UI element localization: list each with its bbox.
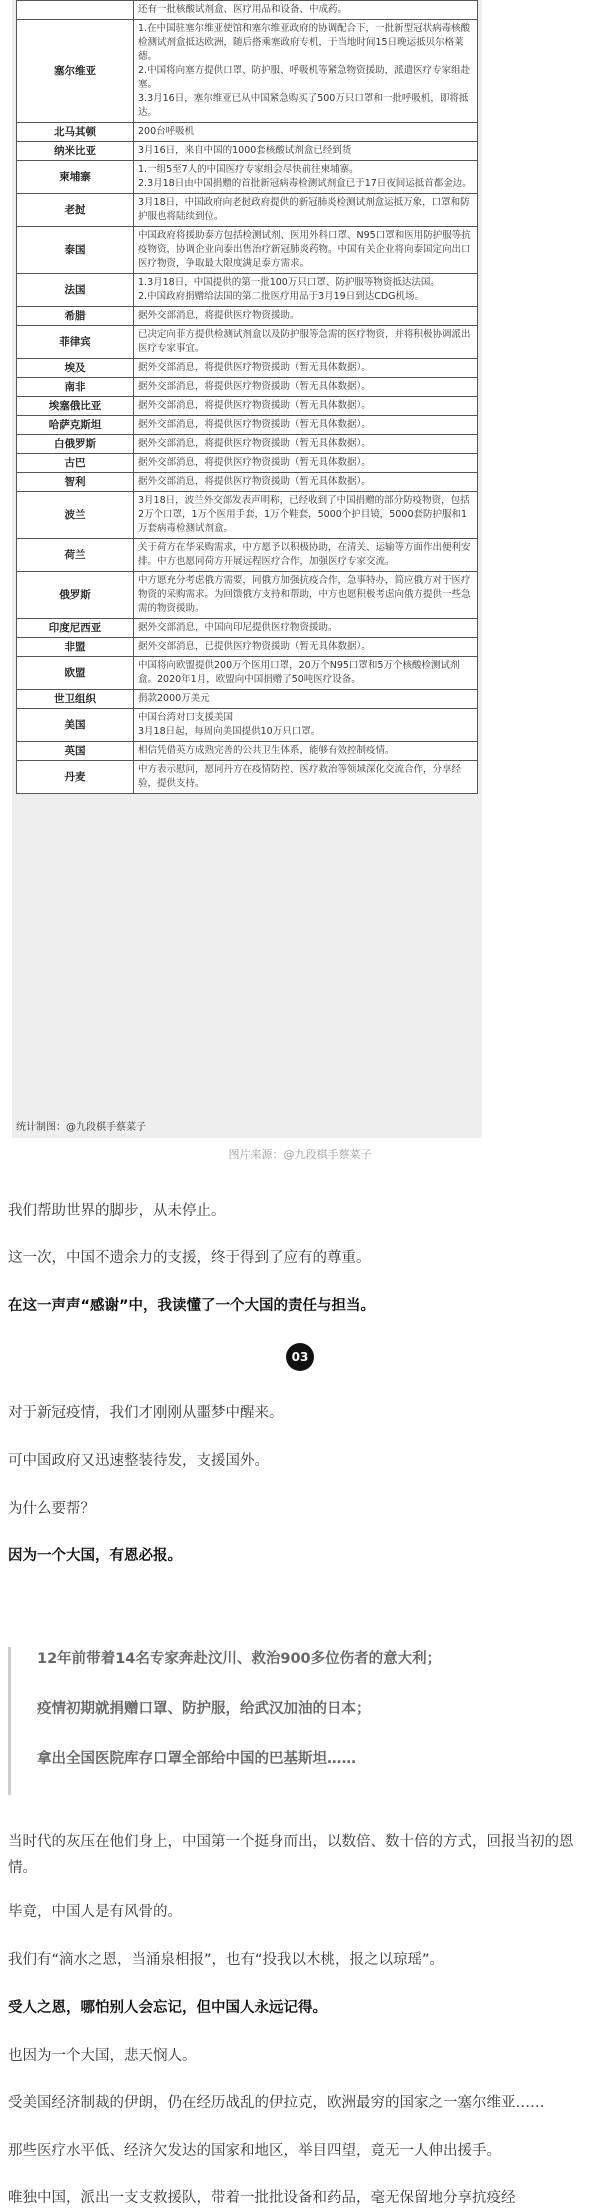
aid-detail-line: 据外交部消息，将提供医疗物资援助。 [138, 310, 300, 321]
aid-detail-line: 据外交部消息，已提供医疗物资援助（暂无具体数据）。 [138, 641, 371, 652]
paragraph: 我们有“滴水之恩，当涌泉相报”，也有“投我以木桃，报之以琼瑶”。 [8, 1952, 445, 1968]
image-caption: 图片来源：@九段棋手蔡菜子 [228, 1148, 372, 1161]
aid-detail-cell [134, 142, 478, 161]
country-cell: 希腊 [17, 307, 134, 326]
aid-detail-line: 关于荷方在华采购需求，中方愿予以积极协助，在清关、运输等方面作出便利安排。中方也愿同荷方开展远程医疗合作，加强医疗专家交流。 [138, 542, 471, 567]
table-row [17, 397, 478, 416]
table-credit: 统计制图：@九段棋手蔡菜子 [16, 1122, 146, 1133]
table-row [17, 123, 478, 142]
quote-line: 疫情初期就捐赠口罩、防护服，给武汉加油的日本； [37, 1701, 371, 1717]
aid-table [16, 0, 478, 794]
aid-detail-line: 据外交部消息，将提供医疗物资援助（暂无具体数据）。 [138, 438, 371, 449]
aid-detail-line: 3月18日，波兰外交部发表声明称，已经收到了中国捐赠的部分防疫物资，包括2万个口罩，1万个医用手套，1万个鞋套，5000个护目镜，5000套防护服和1万套病毒检测试剂盒。 [138, 495, 470, 534]
aid-detail-line: 中国将向欧盟提供200万个医用口罩，20万个N95口罩和5万个核酸检测试剂盒。2020年1月，欧盟向中国捐赠了50吨医疗设备。 [138, 660, 460, 685]
country-cell: 埃塞俄比亚 [17, 397, 134, 416]
aid-detail-line: 据外交部消息，将提供医疗物资援助（暂无具体数据）。 [138, 381, 371, 392]
aid-detail-cell [134, 416, 478, 435]
aid-detail-line: 1.在中国驻塞尔维亚使馆和塞尔维亚政府的协调配合下，一批新型冠状病毒核酸检测试剂盒抵达欧洲，随后搭乘塞政府专机，于当地时间15日晚运抵贝尔格莱德。 [138, 23, 471, 62]
blockquote [8, 1647, 595, 1795]
paragraph: 可中国政府又迅速整装待发，支援国外。 [8, 1453, 269, 1469]
table-row [17, 690, 478, 709]
country-cell: 北马其顿 [17, 123, 134, 142]
country-cell: 白俄罗斯 [17, 435, 134, 454]
aid-detail-line: 中方愿充分考虑俄方需要，同俄方加强抗疫合作，急事特办，简应俄方对于医疗物资的采购需求。为回馈俄方支持和帮助，中方也愿积极考虑向俄方提供一些急需的物资援助。 [138, 575, 471, 614]
country-cell: 塞尔维亚 [17, 20, 134, 123]
aid-detail-line: 3月18日，中国政府向老挝政府提供的新冠肺炎检测试剂盒运抵万象，口罩和防护服也将陆续到位。 [138, 197, 470, 222]
aid-detail-line: 2.中国将向塞方提供口罩、防护服、呼吸机等紧急物资援助，派遣医疗专家组赴塞。 [138, 65, 471, 90]
country-cell: 俄罗斯 [17, 572, 134, 619]
aid-detail-cell [134, 492, 478, 539]
aid-detail-line: 据外交部消息，将提供医疗物资援助（暂无具体数据）。 [138, 476, 371, 487]
country-cell [17, 1, 134, 20]
aid-detail-cell [134, 709, 478, 742]
table-row [17, 539, 478, 572]
country-cell: 英国 [17, 742, 134, 761]
aid-detail-cell [134, 227, 478, 274]
paragraph: 唯独中国，派出一支支救援队，带着一批批设备和药品，毫无保留地分享抗疫经 [8, 2190, 516, 2206]
country-cell: 欧盟 [17, 657, 134, 690]
aid-detail-line: 2.中国政府捐赠给法国的第二批医疗用品于3月19日到达CDG机场。 [138, 291, 425, 302]
aid-detail-cell [134, 274, 478, 307]
country-cell: 泰国 [17, 227, 134, 274]
table-row [17, 473, 478, 492]
table-row [17, 435, 478, 454]
section-number-badge: 03 [286, 1343, 314, 1371]
table-row [17, 416, 478, 435]
aid-detail-line: 3.3月16日，塞尔维亚已从中国紧急购买了500万只口罩和一批呼吸机，即将抵达。 [138, 93, 469, 118]
aid-detail-cell [134, 1, 478, 20]
table-row [17, 307, 478, 326]
paragraph: 毕竟，中国人是有风骨的。 [8, 1904, 182, 1920]
table-row [17, 227, 478, 274]
paragraph: 对于新冠疫情，我们才刚刚从噩梦中醒来。 [8, 1405, 284, 1421]
country-cell: 老挝 [17, 194, 134, 227]
paragraph: 为什么要帮？ [8, 1501, 95, 1517]
table-row [17, 326, 478, 359]
aid-detail-cell [134, 397, 478, 416]
aid-detail-line: 还有一批核酸试剂盒、医疗用品和设备、中成药。 [138, 4, 348, 15]
aid-detail-line: 1.3月18日，中国提供的第一批100万只口罩、防护服等物资抵达法国。 [138, 277, 440, 288]
table-row [17, 709, 478, 742]
aid-detail-cell [134, 435, 478, 454]
table-row [17, 142, 478, 161]
table-row [17, 194, 478, 227]
aid-detail-cell [134, 690, 478, 709]
table-row [17, 274, 478, 307]
aid-detail-cell [134, 307, 478, 326]
country-cell: 荷兰 [17, 539, 134, 572]
quote-line: 拿出全国医院库存口罩全部给中国的巴基斯坦…… [37, 1751, 356, 1767]
paragraph: 我们帮助世界的脚步，从未停止。 [8, 1203, 226, 1219]
country-cell: 印度尼西亚 [17, 619, 134, 638]
aid-detail-line: 中方表示慰问，愿同丹方在疫情防控、医疗救治等领域深化交流合作，分享经验，提供支持。 [138, 764, 462, 789]
paragraph: 当时代的灰压在他们身上，中国第一个挺身而出，以数倍、数十倍的方式，回报当初的恩情。 [8, 1834, 574, 1876]
table-row [17, 161, 478, 194]
country-cell: 哈萨克斯坦 [17, 416, 134, 435]
table-row [17, 619, 478, 638]
aid-detail-cell [134, 657, 478, 690]
country-cell: 古巴 [17, 454, 134, 473]
bold-paragraph: 在这一声声“感谢”中，我读懂了一个大国的责任与担当。 [8, 1298, 376, 1314]
table-row [17, 657, 478, 690]
country-cell: 美国 [17, 709, 134, 742]
aid-detail-line: 3月18日起，每周向美国提供10万只口罩。 [138, 726, 321, 737]
aid-detail-cell [134, 473, 478, 492]
country-cell: 非盟 [17, 638, 134, 657]
table-row [17, 1, 478, 20]
bold-paragraph: 因为一个大国，有恩必报。 [8, 1548, 182, 1564]
country-cell: 纳米比亚 [17, 142, 134, 161]
country-cell: 柬埔寨 [17, 161, 134, 194]
country-cell: 菲律宾 [17, 326, 134, 359]
aid-detail-line: 据外交部消息，中国向印尼提供医疗物资援助。 [138, 622, 338, 633]
table-row [17, 378, 478, 397]
aid-detail-line: 2.3月18日由中国捐赠的首批新冠病毒检测试剂盒已于17日夜间运抵首都金边。 [138, 178, 472, 189]
paragraph: 受美国经济制裁的伊朗，仍在经历战乱的伊拉克，欧洲最穷的国家之一塞尔维亚…… [8, 2095, 545, 2111]
paragraph: 那些医疗水平低、经济欠发达的国家和地区，举目四望，竟无一人伸出援手。 [8, 2143, 501, 2159]
table-row [17, 742, 478, 761]
aid-detail-line: 已决定向菲方提供检测试剂盒以及防护服等急需的医疗物资，并将积极协调派出医疗专家事宜。 [138, 329, 471, 354]
table-row [17, 20, 478, 123]
aid-detail-cell [134, 454, 478, 473]
aid-detail-cell [134, 359, 478, 378]
country-cell: 世卫组织 [17, 690, 134, 709]
aid-detail-cell [134, 194, 478, 227]
aid-detail-line: 3月16日，来自中国的1000套核酸试剂盒已经到货 [138, 145, 352, 156]
aid-detail-cell [134, 761, 478, 794]
aid-detail-line: 中国台湾对口支援美国 [138, 712, 234, 723]
country-cell: 埃及 [17, 359, 134, 378]
aid-detail-cell [134, 161, 478, 194]
aid-detail-line: 1.一组5至7人的中国医疗专家组会尽快前往柬埔寨。 [138, 164, 359, 175]
aid-detail-cell [134, 638, 478, 657]
paragraph: 也因为一个大国，悲天悯人。 [8, 2048, 197, 2064]
bold-paragraph: 受人之恩，哪怕别人会忘记，但中国人永远记得。 [8, 2000, 327, 2016]
country-cell: 波兰 [17, 492, 134, 539]
aid-detail-cell [134, 572, 478, 619]
aid-table-image [12, 0, 482, 1138]
aid-detail-cell [134, 326, 478, 359]
aid-detail-line: 200台呼吸机 [138, 126, 195, 137]
paragraph: 这一次，中国不遗余力的支援，终于得到了应有的尊重。 [8, 1250, 371, 1266]
aid-detail-line: 据外交部消息，将提供医疗物资援助（暂无具体数据）。 [138, 457, 371, 468]
country-cell: 南非 [17, 378, 134, 397]
table-row [17, 638, 478, 657]
table-row [17, 572, 478, 619]
aid-detail-line: 据外交部消息，将提供医疗物资援助（暂无具体数据）。 [138, 419, 371, 430]
aid-detail-line: 中国政府将援助泰方包括检测试剂、医用外科口罩、N95口罩和医用防护服等抗疫物资，协调企业向泰出售治疗新冠肺炎药物。中国有关企业将向泰国定向出口医疗物资，争取最大限度满足泰方需求。 [138, 230, 471, 269]
country-cell: 智利 [17, 473, 134, 492]
aid-detail-cell [134, 378, 478, 397]
table-row [17, 359, 478, 378]
table-row [17, 454, 478, 473]
aid-detail-cell [134, 20, 478, 123]
aid-detail-cell [134, 539, 478, 572]
aid-detail-cell [134, 742, 478, 761]
aid-detail-line: 据外交部消息，将提供医疗物资援助（暂无具体数据）。 [138, 400, 371, 411]
table-row [17, 761, 478, 794]
aid-detail-line: 捐款2000万美元 [138, 693, 210, 704]
quote-line: 12年前带着14名专家奔赴汶川、救治900多位伤者的意大利； [37, 1651, 442, 1667]
table-row [17, 492, 478, 539]
country-cell: 法国 [17, 274, 134, 307]
aid-detail-line: 相信凭借英方成熟完善的公共卫生体系，能够有效控制疫情。 [138, 745, 395, 756]
country-cell: 丹麦 [17, 761, 134, 794]
aid-detail-line: 据外交部消息，将提供医疗物资援助（暂无具体数据）。 [138, 362, 371, 373]
aid-detail-cell [134, 123, 478, 142]
aid-detail-cell [134, 619, 478, 638]
